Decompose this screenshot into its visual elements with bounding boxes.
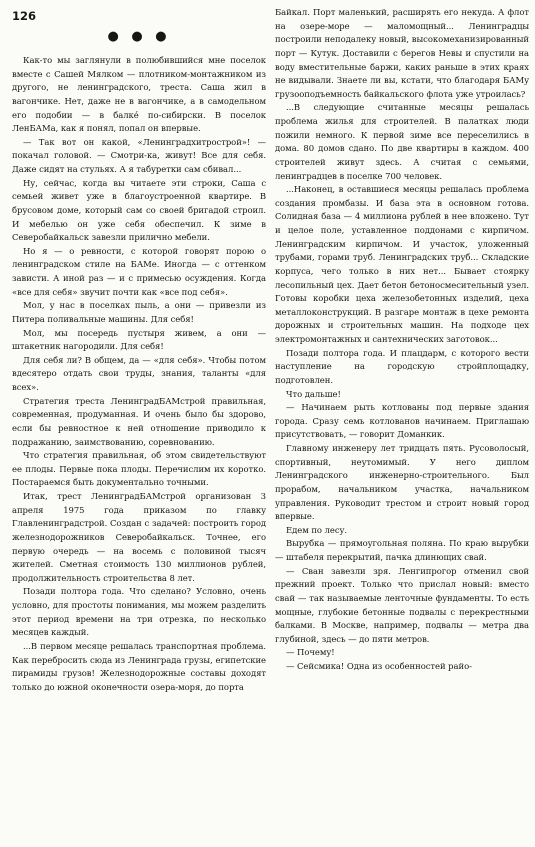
paragraph: — Сейсмика! Одна из особенностей райо- [286, 661, 472, 671]
paragraph: Главному инженеру лет тридцать пять. Русоволосый, спортивный, неутомимый. У него диплом Ленинградского инженерно-строительного. Был прорабом, начальником участка, начальником управления. Руководит трестом и строит новый город впервые. [275, 443, 529, 522]
paragraph: Едем по лесу. [286, 524, 348, 535]
paragraph: Байкал. Порт маленький, расширять его некуда. А флот на озере-море — маломощный... Ленинградцы построили неподалеку новый, высокомеханизированный порт — Кутук. Доставили с берегов Невы и спустили на воду вместительные баржи, каких раньше в этих краях не видывали. Знаете ли вы, кстати, что благодаря БАМу грузооподъемность байкальского флота уже утроилась? [275, 7, 529, 99]
page-number: 126 [12, 9, 37, 23]
paragraph: — Почему! [286, 647, 335, 658]
paragraph: Что стратегия правильная, об этом свидетельствуют ее плоды. Первые пока плоды. Перечислим их коротко. Постараемся быть документально точными. [12, 450, 266, 488]
paragraph: Позади полтора года. И плацдарм, с которого вести наступление на городскую стройплощадку, подготовлен. [275, 347, 529, 385]
paragraph: — Начинаем рыть котлованы под первые здания города. Сразу семь котлованов начинаем. Приглашаю присутствовать, — говорит Доманкик. [275, 402, 529, 440]
paragraph: Мол, у нас в поселках пыль, а они — привезли из Питера поливальные машины. Для себя! [12, 300, 266, 324]
paragraph: Стратегия треста ЛенинградБАМстрой правильная, современная, продуманная. И очень было бы здорово, если бы ревностное к ней отношение приводило к подражанию, заимствованию, соревнованию. [12, 395, 266, 447]
paragraph: Вырубка — прямоугольная поляна. По краю вырубки — штабеля перекрытий, пачка длинющих свай. [275, 538, 529, 562]
section-separator: ● ● ● [107, 29, 171, 44]
paragraph: Позади полтора года. Что сделано? Условно, очень условно, для простоты понимания, мы можем разделить этот период времени на три отрезка, по несколько месяцев каждый. [12, 586, 266, 638]
paragraph: ...В следующие считанные месяцы решалась проблема жилья для строителей. В палатках люди пожили немного. К первой зиме все переселились в дома. 80 домов сдано. По две квартиры в каждом. 400 строителей живут здесь. А считая с семьями, ленинградцев в поселке 700 человек. [275, 102, 529, 181]
paragraph: — Так вот он какой, «Ленинградхитрострой»! — покачал головой. — Смотри-ка, живут! Все для себя. Даже сидят на стульях. А я табуретки сам сбивал... [12, 136, 266, 174]
left-column [12, 28, 266, 694]
paragraph: Мол, мы посередь пустыря живем, а они — штакетник нагородили. Для себя! [12, 327, 266, 352]
right-column [275, 6, 529, 674]
paragraph: Для себя ли? В общем, да — «для себя». Чтобы потом вдесятеро отдать свои труды, знания, таланты «для всех». [12, 354, 266, 392]
paragraph: ...Наконец, в оставшиеся месяцы решалась проблема создания промбазы. И база эта в основном готова. Солидная база — 4 миллиона рублей в нее вложено. Тут и целое поле, уставленное поддонами с кирпичом. Ленинградским кирпичом. И участок, уложенный трубами, горами труб. Ленинградских труб... Складские корпуса, чего только в них нет... Бывает стоярку лесопильный цех. Дает бетон бетоносмесительный узел. Готовы коробки цеха железобетонных изделий, цеха металлоконструкций. В разгаре монтаж в цехе ремонта дорожных и строительных машин. На подходе цех электромонтажных и сантехнических заготовок... [275, 184, 529, 344]
paragraph: — Сван завезли зря. Ленгипрогор отменил свой прежний проект. Только что прислал новый: вместо свай — так называемые ленточные фундаменты. То есть мощные, глубокие бетонные подвалы с перекрестными балками. В Москве, например, подвалы — метра два глубиной, здесь — до пяти метров. [275, 565, 529, 644]
paragraph: Ну, сейчас, когда вы читаете эти строки, Саша с семьей живет уже в благоустроенной квартире. В брусовом доме, который сам со своей бригадой строил. И мебелью он уже себя обеспечил. К зиме в Северобайкальск завезли прилично мебели. [12, 177, 266, 243]
paragraph: Итак, трест ЛенинградБАМстрой организован 3 апреля 1975 года приказом по главку Главленинградстрой. Создан с задачей: построить город железнодорожников Северобайкальск. Точнее, его первую очередь — на восемь с половиной тысяч жителей. Сметная стоимость 130 миллионов рублей, продолжительность строительства 8 лет. [12, 491, 266, 583]
paragraph: Что дальше! [286, 388, 341, 399]
paragraph: Но я — о ревности, с которой говорят порою о ленинградском стиле на БАМе. Иногда — с оттенком зависти. А иной раз — и с примесью осуждения. Когда «все для себя» звучит почти как «все под себя». [12, 245, 266, 297]
paragraph: ...В первом месяце решалась транспортная проблема. Как перебросить сюда из Ленинграда грузы, египетские пирамиды грузов! Железнодорожные составы доходят только до южной оконечности озера-моря, до порта [12, 640, 266, 692]
paragraph: Как-то мы заглянули в полюбившийся мне поселок вместе с Сашей Мялком — плотником-монтажником из другого, не ленинградского, треста. Саша жил в вагончике. Нет, даже не в вагончике, а в самодельном его подобии — в балкé по-сибирски. В поселок ЛенБАМа, как я понял, попал он впервые. [12, 55, 266, 134]
